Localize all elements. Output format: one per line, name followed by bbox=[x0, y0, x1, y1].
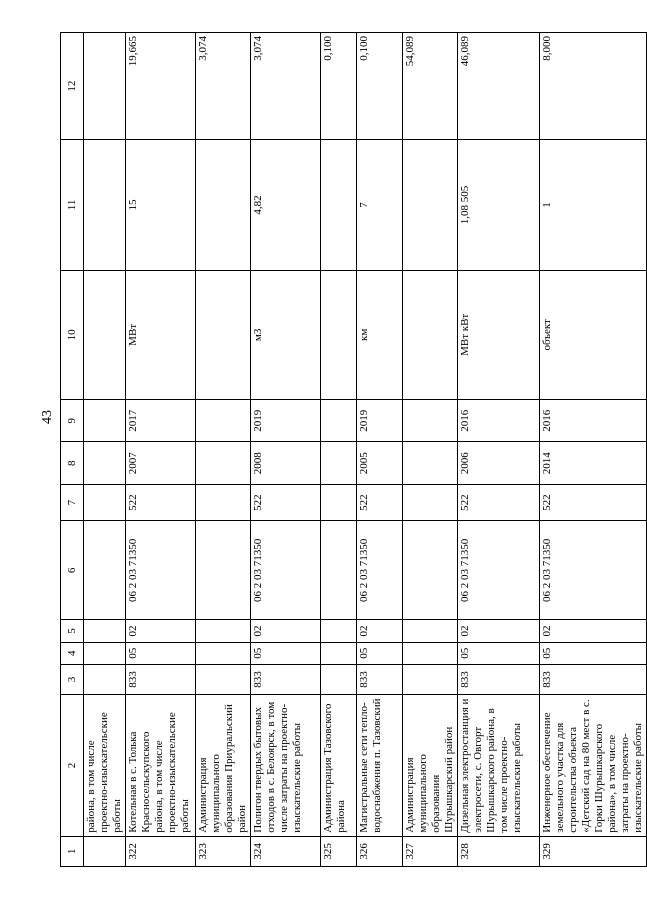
header-cell: 8 bbox=[61, 442, 84, 484]
col-9-year bbox=[403, 400, 458, 442]
col-3-code bbox=[403, 664, 458, 694]
row-number: 326 bbox=[357, 836, 403, 866]
header-cell: 6 bbox=[61, 521, 84, 620]
col-5-code bbox=[403, 620, 458, 642]
row-name: Полигон твердых бытовых отходов в с. Белоярск, в том числе затраты на проектно-изыскательские работы bbox=[251, 695, 321, 837]
col-4-code bbox=[84, 642, 126, 664]
col-6-code: 06 2 03 71350 bbox=[540, 521, 647, 620]
col-4-code: 05 bbox=[357, 642, 403, 664]
row-number: 327 bbox=[403, 836, 458, 866]
col-10-unit: км bbox=[357, 270, 403, 399]
col-7-code bbox=[321, 484, 357, 520]
table-row bbox=[540, 33, 647, 867]
col-7-code: 522 bbox=[126, 484, 196, 520]
rotated-table-container bbox=[60, 32, 644, 867]
col-9-year bbox=[196, 400, 251, 442]
row-name: Магистральные сети тепло-водоснабжения п. Тазовский bbox=[357, 695, 403, 837]
col-11-capacity bbox=[321, 140, 357, 270]
header-cell: 2 bbox=[61, 695, 84, 837]
table-row bbox=[458, 33, 540, 867]
col-8-year bbox=[403, 442, 458, 484]
col-6-code: 06 2 03 71350 bbox=[357, 521, 403, 620]
header-cell: 3 bbox=[61, 664, 84, 694]
col-6-code: 06 2 03 71350 bbox=[251, 521, 321, 620]
col-3-code: 833 bbox=[458, 664, 540, 694]
col-3-code bbox=[321, 664, 357, 694]
col-3-code: 833 bbox=[357, 664, 403, 694]
table-row bbox=[357, 33, 403, 867]
row-number: 324 bbox=[251, 836, 321, 866]
budget-table bbox=[60, 32, 647, 867]
col-12-amount: 46,089 bbox=[458, 33, 540, 140]
row-name: Дизельная электростанция и электросети, с. Овгорт Шурышкарского района, в том числе проектно-изыскательские работы bbox=[458, 695, 540, 837]
row-name: района, в том числе проектно-изыскательские работы bbox=[84, 695, 126, 837]
col-7-code: 522 bbox=[357, 484, 403, 520]
header-cell: 7 bbox=[61, 484, 84, 520]
col-10-unit: м3 bbox=[251, 270, 321, 399]
header-cell: 11 bbox=[61, 140, 84, 270]
col-7-code bbox=[84, 484, 126, 520]
col-11-capacity bbox=[196, 140, 251, 270]
table-row bbox=[251, 33, 321, 867]
col-11-capacity bbox=[84, 140, 126, 270]
col-11-capacity: 4,82 bbox=[251, 140, 321, 270]
col-11-capacity bbox=[403, 140, 458, 270]
header-cell: 9 bbox=[61, 400, 84, 442]
row-name: Администрация Тазовского района bbox=[321, 695, 357, 837]
row-name: Администрация муниципального образования Приуральский район bbox=[196, 695, 251, 837]
table-row bbox=[84, 33, 126, 867]
col-12-amount: 0,100 bbox=[321, 33, 357, 140]
col-6-code bbox=[196, 521, 251, 620]
col-4-code bbox=[196, 642, 251, 664]
col-6-code: 06 2 03 71350 bbox=[458, 521, 540, 620]
col-9-year: 2016 bbox=[458, 400, 540, 442]
col-7-code: 522 bbox=[251, 484, 321, 520]
col-11-capacity: 1 bbox=[540, 140, 647, 270]
col-12-amount bbox=[84, 33, 126, 140]
col-10-unit: МВт bbox=[126, 270, 196, 399]
col-12-amount: 3,074 bbox=[251, 33, 321, 140]
col-4-code: 05 bbox=[251, 642, 321, 664]
col-7-code bbox=[196, 484, 251, 520]
row-number: 325 bbox=[321, 836, 357, 866]
col-4-code: 05 bbox=[458, 642, 540, 664]
col-3-code: 833 bbox=[540, 664, 647, 694]
col-10-unit: МВт кВт bbox=[458, 270, 540, 399]
col-7-code bbox=[403, 484, 458, 520]
col-7-code: 522 bbox=[540, 484, 647, 520]
col-8-year bbox=[84, 442, 126, 484]
col-5-code: 02 bbox=[357, 620, 403, 642]
page-number: 43 bbox=[40, 410, 55, 424]
col-12-amount: 3,074 bbox=[196, 33, 251, 140]
col-4-code bbox=[403, 642, 458, 664]
header-row bbox=[61, 33, 84, 867]
table-row bbox=[126, 33, 196, 867]
table-row bbox=[403, 33, 458, 867]
row-number: 322 bbox=[126, 836, 196, 866]
col-5-code bbox=[321, 620, 357, 642]
col-10-unit bbox=[196, 270, 251, 399]
col-8-year: 2006 bbox=[458, 442, 540, 484]
row-name: Инженерное обеспечение земельного участка для строительства объекта «Детский сад на 80 мест в с. Горки Шурышкарского района», в том числе затраты на проектно-изыскательские работы bbox=[540, 695, 647, 837]
col-11-capacity: 7 bbox=[357, 140, 403, 270]
col-6-code bbox=[403, 521, 458, 620]
col-8-year bbox=[196, 442, 251, 484]
row-number bbox=[84, 836, 126, 866]
col-10-unit bbox=[84, 270, 126, 399]
row-name: Котельная в с. Толька Красносельскупского района, в том числе проектно-изыскательские работы bbox=[126, 695, 196, 837]
table-row bbox=[196, 33, 251, 867]
col-5-code: 02 bbox=[126, 620, 196, 642]
col-3-code: 833 bbox=[126, 664, 196, 694]
col-8-year bbox=[321, 442, 357, 484]
col-3-code bbox=[196, 664, 251, 694]
col-10-unit: объект bbox=[540, 270, 647, 399]
row-number: 328 bbox=[458, 836, 540, 866]
col-5-code: 02 bbox=[251, 620, 321, 642]
col-5-code bbox=[84, 620, 126, 642]
col-6-code bbox=[321, 521, 357, 620]
col-8-year: 2008 bbox=[251, 442, 321, 484]
col-9-year: 2019 bbox=[251, 400, 321, 442]
col-12-amount: 54,089 bbox=[403, 33, 458, 140]
col-9-year bbox=[84, 400, 126, 442]
header-cell: 4 bbox=[61, 642, 84, 664]
col-4-code bbox=[321, 642, 357, 664]
row-number: 329 bbox=[540, 836, 647, 866]
col-10-unit bbox=[321, 270, 357, 399]
col-12-amount: 8,000 bbox=[540, 33, 647, 140]
col-11-capacity: 1,08 505 bbox=[458, 140, 540, 270]
col-4-code: 05 bbox=[126, 642, 196, 664]
col-3-code bbox=[84, 664, 126, 694]
col-4-code: 05 bbox=[540, 642, 647, 664]
row-number: 323 bbox=[196, 836, 251, 866]
col-3-code: 833 bbox=[251, 664, 321, 694]
col-6-code bbox=[84, 521, 126, 620]
col-10-unit bbox=[403, 270, 458, 399]
col-7-code: 522 bbox=[458, 484, 540, 520]
col-8-year: 2007 bbox=[126, 442, 196, 484]
header-cell: 10 bbox=[61, 270, 84, 399]
row-name: Администрация муниципального образования Шурышкарский район bbox=[403, 695, 458, 837]
col-6-code: 06 2 03 71350 bbox=[126, 521, 196, 620]
col-8-year: 2014 bbox=[540, 442, 647, 484]
col-12-amount: 19,665 bbox=[126, 33, 196, 140]
col-9-year: 2019 bbox=[357, 400, 403, 442]
col-5-code: 02 bbox=[458, 620, 540, 642]
col-9-year: 2017 bbox=[126, 400, 196, 442]
header-cell: 5 bbox=[61, 620, 84, 642]
col-12-amount: 0,100 bbox=[357, 33, 403, 140]
col-11-capacity: 15 bbox=[126, 140, 196, 270]
col-5-code: 02 bbox=[540, 620, 647, 642]
header-cell: 1 bbox=[61, 836, 84, 866]
col-9-year: 2016 bbox=[540, 400, 647, 442]
col-8-year: 2005 bbox=[357, 442, 403, 484]
table-row bbox=[321, 33, 357, 867]
col-9-year bbox=[321, 400, 357, 442]
header-cell: 12 bbox=[61, 33, 84, 140]
col-5-code bbox=[196, 620, 251, 642]
